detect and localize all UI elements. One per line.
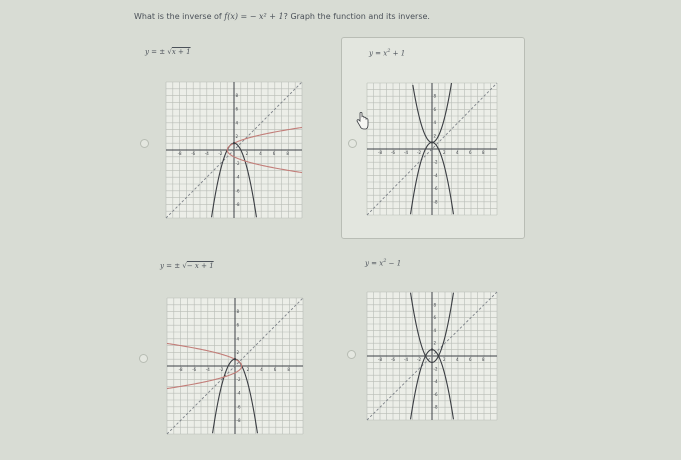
y-tick-label: 2 [433, 133, 437, 139]
y-tick-label: -6 [235, 188, 240, 194]
vertex-point [431, 141, 433, 143]
x-tick-label: -6 [391, 150, 395, 155]
question-prompt [134, 12, 430, 21]
answer-option-3[interactable] [134, 252, 314, 442]
vertex-point [431, 348, 433, 350]
x-tick-label: 4 [260, 367, 263, 372]
y-tick-label: 8 [433, 93, 437, 99]
answer-option-2[interactable] [341, 37, 525, 239]
x-tick-label: 6 [272, 151, 276, 156]
option-1-graph [166, 82, 302, 218]
question-prefix: What is the inverse of [134, 12, 222, 21]
y-tick-label: -6 [433, 186, 438, 192]
x-tick-label: -4 [404, 357, 408, 362]
y-tick-label: -4 [433, 379, 438, 385]
y-tick-label: 6 [433, 106, 437, 112]
function-expression: f(x) = − x² + 1 [224, 12, 284, 21]
x-tick-label: -8 [378, 357, 382, 362]
x-tick-label: -8 [177, 151, 182, 156]
x-tick-label: 8 [286, 151, 289, 156]
x-tick-label: 6 [469, 150, 472, 155]
x-tick-label: 2 [246, 367, 250, 372]
y-tick-label: -8 [236, 417, 241, 423]
x-tick-label: -4 [204, 151, 209, 156]
option-4-graph [367, 292, 497, 420]
y-tick-label: -2 [236, 377, 241, 383]
x-tick-label: -2 [219, 367, 224, 372]
radio-button-option-4[interactable] [347, 350, 356, 359]
y-tick-label: -6 [433, 391, 438, 397]
y-tick-label: 8 [236, 309, 240, 315]
y-tick-label: 4 [236, 336, 240, 342]
x-tick-label: 2 [245, 151, 249, 156]
y-tick-label: 2 [236, 349, 240, 355]
x-tick-label: -2 [417, 357, 421, 362]
x-tick-label: -2 [417, 150, 421, 155]
vertex-point [233, 142, 235, 144]
x-tick-label: -4 [404, 150, 408, 155]
option-4-equation: $y = x^2 - 1$ [365, 258, 402, 268]
y-tick-label: -4 [433, 172, 438, 178]
question-suffix: ? Graph the function and its inverse. [283, 12, 430, 21]
x-tick-label: 6 [469, 357, 472, 362]
y-tick-label: 6 [235, 106, 239, 112]
option-1-equation: y = ± √x + 1 [145, 48, 191, 56]
y-tick-label: -8 [235, 201, 240, 207]
x-tick-label: 2 [443, 150, 446, 155]
y-tick-label: -4 [236, 390, 241, 396]
x-tick-label: 8 [482, 357, 485, 362]
x-tick-label: -6 [391, 357, 395, 362]
y-tick-label: 6 [236, 322, 240, 328]
radio-button-option-2[interactable] [348, 139, 357, 148]
answer-option-1[interactable] [134, 40, 314, 225]
y-tick-label: 4 [433, 120, 437, 126]
y-tick-label: 2 [235, 133, 239, 139]
x-tick-label: -2 [218, 151, 223, 156]
vertex-point [234, 358, 236, 360]
y-tick-label: -2 [433, 366, 438, 372]
y-tick-label: -6 [236, 404, 241, 410]
x-tick-label: -8 [378, 150, 382, 155]
x-tick-label: 8 [287, 367, 290, 372]
x-tick-label: -4 [205, 367, 210, 372]
x-tick-label: 4 [259, 151, 262, 156]
x-tick-label: 8 [482, 150, 485, 155]
x-tick-label: 4 [456, 357, 459, 362]
option-3-graph [167, 298, 303, 434]
answer-option-4[interactable] [341, 252, 523, 432]
y-tick-label: 8 [235, 93, 239, 99]
hand-pointer-icon [355, 112, 369, 130]
x-tick-label: 4 [456, 150, 459, 155]
y-tick-label: -2 [235, 161, 240, 167]
x-tick-label: 6 [273, 367, 277, 372]
option-2-equation: $y = x^2 + 1$ [369, 48, 406, 58]
y-tick-label: 8 [433, 302, 437, 308]
y-tick-label: 2 [433, 340, 437, 346]
y-tick-label: -8 [433, 199, 438, 205]
option-2-graph [367, 83, 497, 215]
y-tick-label: -4 [235, 174, 240, 180]
x-tick-label: 2 [443, 357, 446, 362]
x-tick-label: -6 [191, 151, 196, 156]
y-tick-label: -2 [433, 159, 438, 165]
y-tick-label: -8 [433, 404, 438, 410]
x-tick-label: -8 [178, 367, 183, 372]
y-tick-label: 4 [433, 327, 437, 333]
radio-button-option-3[interactable] [139, 354, 148, 363]
y-tick-label: 4 [235, 120, 239, 126]
x-tick-label: -6 [192, 367, 197, 372]
option-3-equation: y = ± √− x + 1 [160, 262, 214, 270]
radio-button-option-1[interactable] [140, 139, 149, 148]
y-tick-label: 6 [433, 315, 437, 321]
